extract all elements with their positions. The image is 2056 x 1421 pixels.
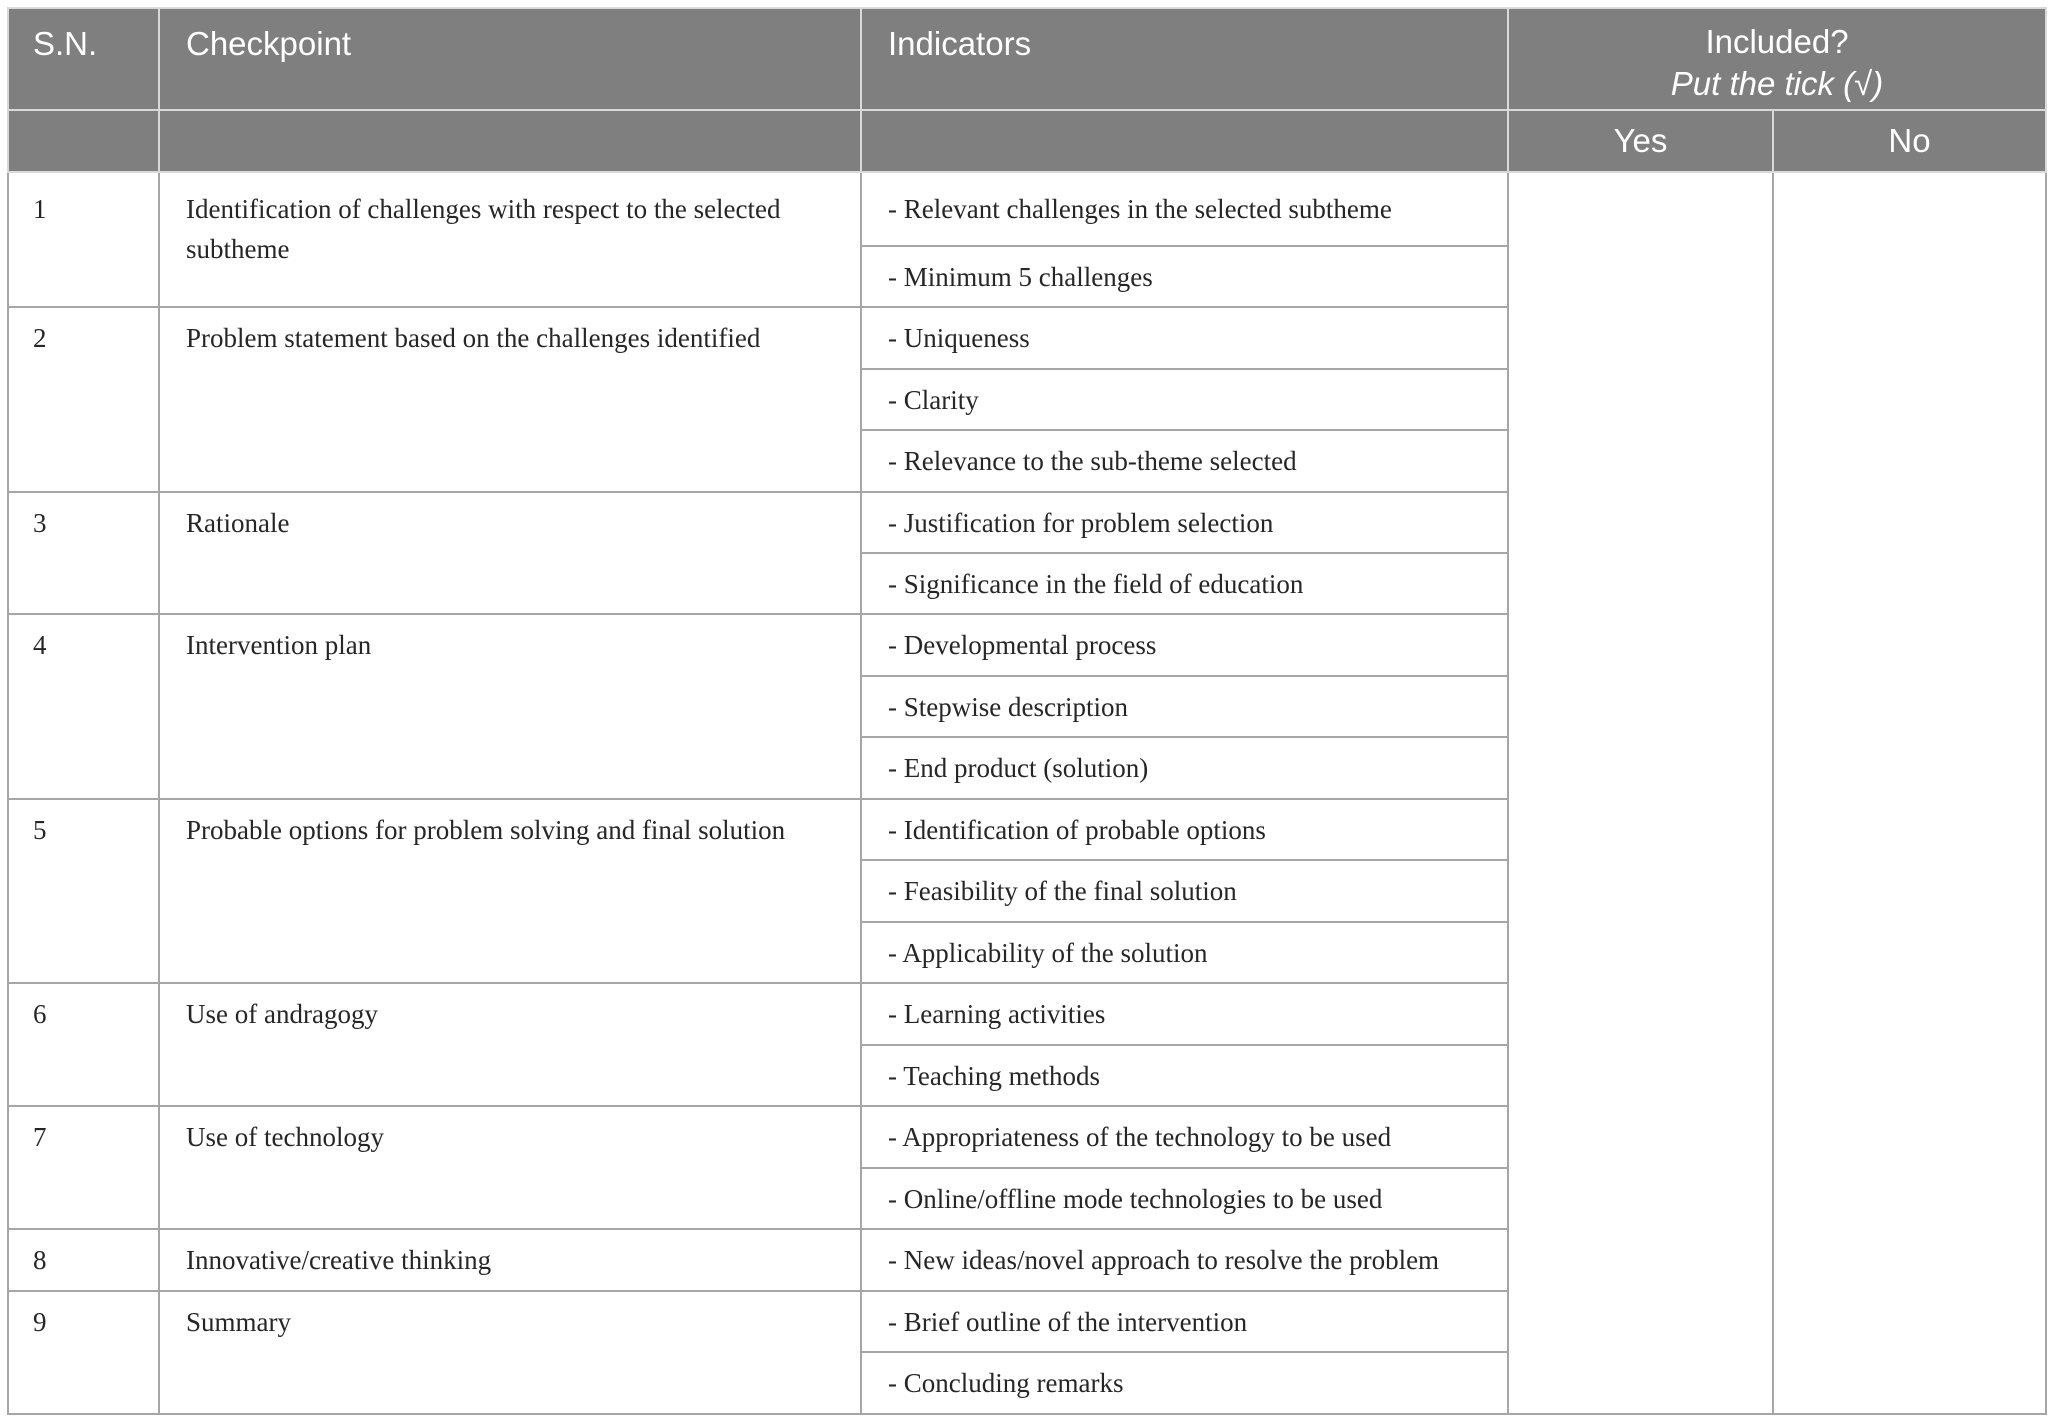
- indicator-cell: - Teaching methods: [861, 1045, 1508, 1106]
- indicators-header: Indicators: [861, 8, 1508, 110]
- indicator-cell: - Justification for problem selection: [861, 492, 1508, 553]
- indicator-cell: - Learning activities: [861, 983, 1508, 1044]
- checkpoint-cell: Probable options for problem solving and final solution: [159, 799, 861, 983]
- indicator-cell: - Applicability of the solution: [861, 922, 1508, 983]
- serial-number-cell: 1: [8, 172, 159, 307]
- table-row: [8, 172, 2046, 246]
- serial-number-cell: 3: [8, 492, 159, 615]
- indicator-cell: - Concluding remarks: [861, 1352, 1508, 1414]
- checkpoint-header: Checkpoint: [159, 8, 861, 110]
- checkpoint-cell: Problem statement based on the challenges identified: [159, 307, 861, 491]
- checklist-table: [7, 7, 2047, 1415]
- serial-number-cell: 5: [8, 799, 159, 983]
- checklist-body: [8, 172, 2046, 1414]
- checkpoint-cell: Innovative/creative thinking: [159, 1229, 861, 1290]
- indicator-cell: - Developmental process: [861, 614, 1508, 675]
- serial-number-cell: 2: [8, 307, 159, 491]
- indicator-cell: - Brief outline of the intervention: [861, 1291, 1508, 1352]
- checkpoint-cell: Intervention plan: [159, 614, 861, 798]
- subheader-blank-checkpoint: [159, 110, 861, 172]
- indicator-cell: - Feasibility of the final solution: [861, 860, 1508, 921]
- checkpoint-cell: Use of technology: [159, 1106, 861, 1229]
- no-header: No: [1773, 110, 2046, 172]
- indicator-cell: - Relevance to the sub-theme selected: [861, 430, 1508, 491]
- indicator-cell: - End product (solution): [861, 737, 1508, 798]
- subheader-blank-sn: [8, 110, 159, 172]
- serial-number-cell: 4: [8, 614, 159, 798]
- yes-tick-column[interactable]: [1508, 172, 1773, 1414]
- subheader-row: [8, 110, 2046, 172]
- no-tick-column[interactable]: [1773, 172, 2046, 1414]
- checkpoint-cell: Identification of challenges with respect to the selected subtheme: [159, 172, 861, 307]
- yes-header: Yes: [1508, 110, 1773, 172]
- indicator-cell: - Minimum 5 challenges: [861, 246, 1508, 307]
- included-header-hint: Put the tick (√): [1670, 65, 1884, 102]
- checkpoint-cell: Rationale: [159, 492, 861, 615]
- serial-number-cell: 6: [8, 983, 159, 1106]
- checklist-table-container: [7, 7, 2045, 1415]
- indicator-cell: - Stepwise description: [861, 676, 1508, 737]
- serial-number-cell: 8: [8, 1229, 159, 1290]
- sn-header: S.N.: [8, 8, 159, 110]
- included-header: [1508, 8, 2046, 110]
- serial-number-cell: 7: [8, 1106, 159, 1229]
- checkpoint-cell: Summary: [159, 1291, 861, 1414]
- indicator-cell: - Uniqueness: [861, 307, 1508, 368]
- included-header-label: Included?: [1705, 23, 1849, 60]
- indicator-cell: - Clarity: [861, 369, 1508, 430]
- indicator-cell: - Identification of probable options: [861, 799, 1508, 860]
- indicator-cell: - New ideas/novel approach to resolve the problem: [861, 1229, 1508, 1290]
- header-row: [8, 8, 2046, 110]
- serial-number-cell: 9: [8, 1291, 159, 1414]
- indicator-cell: - Online/offline mode technologies to be used: [861, 1168, 1508, 1229]
- checkpoint-cell: Use of andragogy: [159, 983, 861, 1106]
- indicator-cell: - Significance in the field of education: [861, 553, 1508, 614]
- indicator-cell: - Appropriateness of the technology to be used: [861, 1106, 1508, 1167]
- subheader-blank-indicators: [861, 110, 1508, 172]
- indicator-cell: - Relevant challenges in the selected subtheme: [861, 172, 1508, 246]
